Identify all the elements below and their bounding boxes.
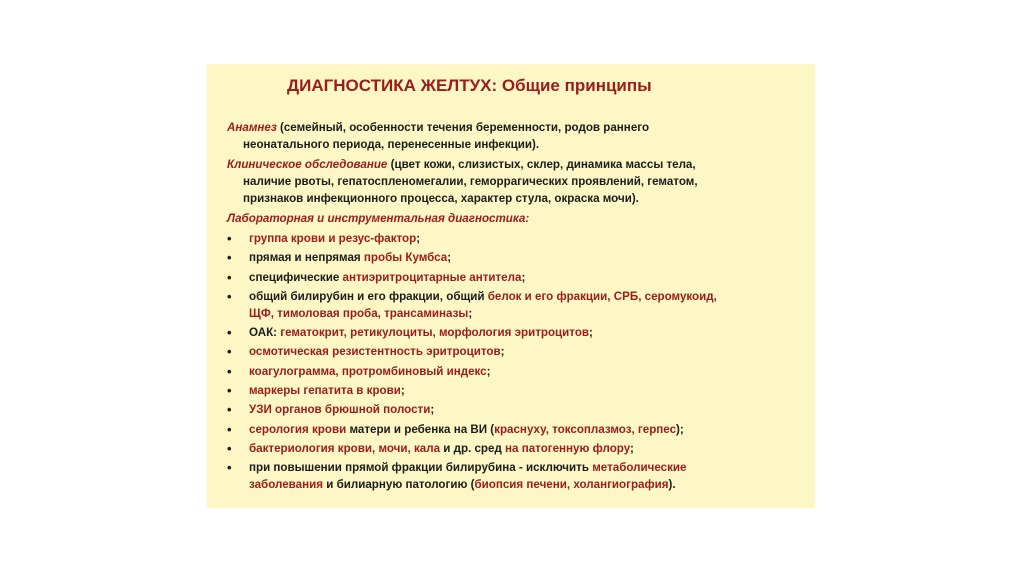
clinical-term: Клиническое обследование — [227, 158, 388, 171]
clinical-text-3: признаков инфекционного процесса, характер стула, окраска мочи). — [243, 192, 639, 205]
item-text-red: осмотическая резистентность эритроцитов — [249, 345, 501, 359]
item-text-red: биопсия печени, холангиография — [474, 478, 669, 492]
slide-title: ДИАГНОСТИКА ЖЕЛТУХ: Общие принципы — [287, 76, 652, 95]
item-text-red: гематокрит, ретикулоциты, морфология эритроцитов — [280, 326, 590, 340]
lab-heading: Лабораторная и инструментальная диагностика: — [227, 212, 530, 225]
bullet-icon: • — [227, 421, 232, 437]
item-text: ; — [500, 345, 505, 359]
list-item — [227, 363, 799, 380]
item-text-red: маркеры гепатита в крови — [249, 384, 401, 398]
bullet-icon: • — [227, 325, 232, 341]
item-text: ; — [416, 232, 421, 245]
item-text: ; — [468, 306, 473, 320]
item-text: специфические — [249, 270, 343, 284]
item-text-red: антиэритроцитарные антитела — [342, 270, 522, 284]
clinical-text-2: наличие рвоты, гепатоспленомегалии, геморрагических проявлений, гематом, — [243, 175, 698, 188]
anamnesis-paragraph — [227, 119, 799, 153]
item-text: ). — [668, 478, 676, 492]
item-text-red: заболевания — [249, 478, 323, 492]
list-item — [227, 440, 799, 457]
item-text: при повышении прямой фракции билирубина - исключить — [249, 461, 593, 475]
item-text-red: пробы Кумбса — [363, 251, 448, 265]
item-text-red: ЩФ, тимоловая проба, трансаминазы — [249, 306, 469, 320]
item-text-red: белок и его фракции, СРБ, серомукоид, — [487, 289, 717, 303]
bullet-icon: • — [227, 269, 232, 285]
item-text: матери и ребенка на ВИ ( — [346, 422, 495, 436]
item-text: ; — [630, 441, 634, 455]
bullet-icon: • — [227, 460, 232, 476]
item-text-red: группа крови и резус-фактор — [249, 232, 417, 245]
item-text: и билиарную патологию ( — [323, 478, 475, 492]
item-text-red: серология крови — [249, 422, 347, 436]
list-item — [227, 288, 799, 322]
item-text-red: на патогенную флору — [505, 441, 631, 455]
item-text: общий билирубин и его фракции, общий — [249, 289, 488, 303]
item-text: ; — [400, 384, 405, 398]
item-text: и др. сред — [440, 441, 506, 455]
list-item — [227, 269, 799, 286]
clinical-paragraph — [227, 156, 799, 207]
item-text-red: краснуху, токсоплазмоз, герпес — [494, 422, 677, 436]
bullet-icon: • — [227, 344, 232, 360]
item-text: ОАК: — [249, 326, 281, 340]
bullet-icon: • — [227, 288, 232, 304]
item-text-red: УЗИ органов брюшной полости — [249, 403, 431, 417]
slide-content — [227, 119, 799, 496]
item-text: ); — [676, 422, 684, 436]
list-item — [227, 459, 799, 493]
list-item — [227, 382, 799, 399]
list-item — [227, 401, 799, 418]
list-item — [227, 324, 799, 341]
bullet-icon: • — [227, 440, 232, 456]
anamnesis-term: Анамнез — [227, 121, 277, 134]
bullet-icon: • — [227, 402, 232, 418]
item-text: ; — [447, 251, 452, 265]
anamnesis-text-2: неонатального периода, перенесенные инфекции). — [243, 138, 540, 151]
bullet-icon: • — [227, 231, 232, 246]
item-text: ; — [430, 403, 435, 417]
list-item — [227, 421, 799, 438]
item-text: прямая и непрямая — [249, 251, 364, 265]
item-text: ; — [521, 270, 526, 284]
bullet-icon: • — [227, 363, 232, 379]
item-text-red: метаболические — [592, 461, 687, 475]
clinical-text-1: (цвет кожи, слизистых, склер, динамика массы тела, — [387, 158, 696, 171]
item-text-red: коагулограмма, протромбиновый индекс — [249, 364, 487, 378]
list-item — [227, 230, 799, 247]
anamnesis-text-1: (семейный, особенности течения беременности, родов раннего — [276, 121, 650, 134]
item-text: ; — [486, 364, 491, 378]
bullet-icon: • — [227, 383, 232, 399]
bullet-icon: • — [227, 250, 232, 266]
list-item — [227, 249, 799, 266]
diagnostics-list — [227, 230, 799, 493]
item-text: ; — [589, 326, 593, 340]
item-text-red: бактериология крови, мочи, кала — [249, 441, 441, 455]
list-item — [227, 343, 799, 360]
slide — [207, 64, 815, 508]
